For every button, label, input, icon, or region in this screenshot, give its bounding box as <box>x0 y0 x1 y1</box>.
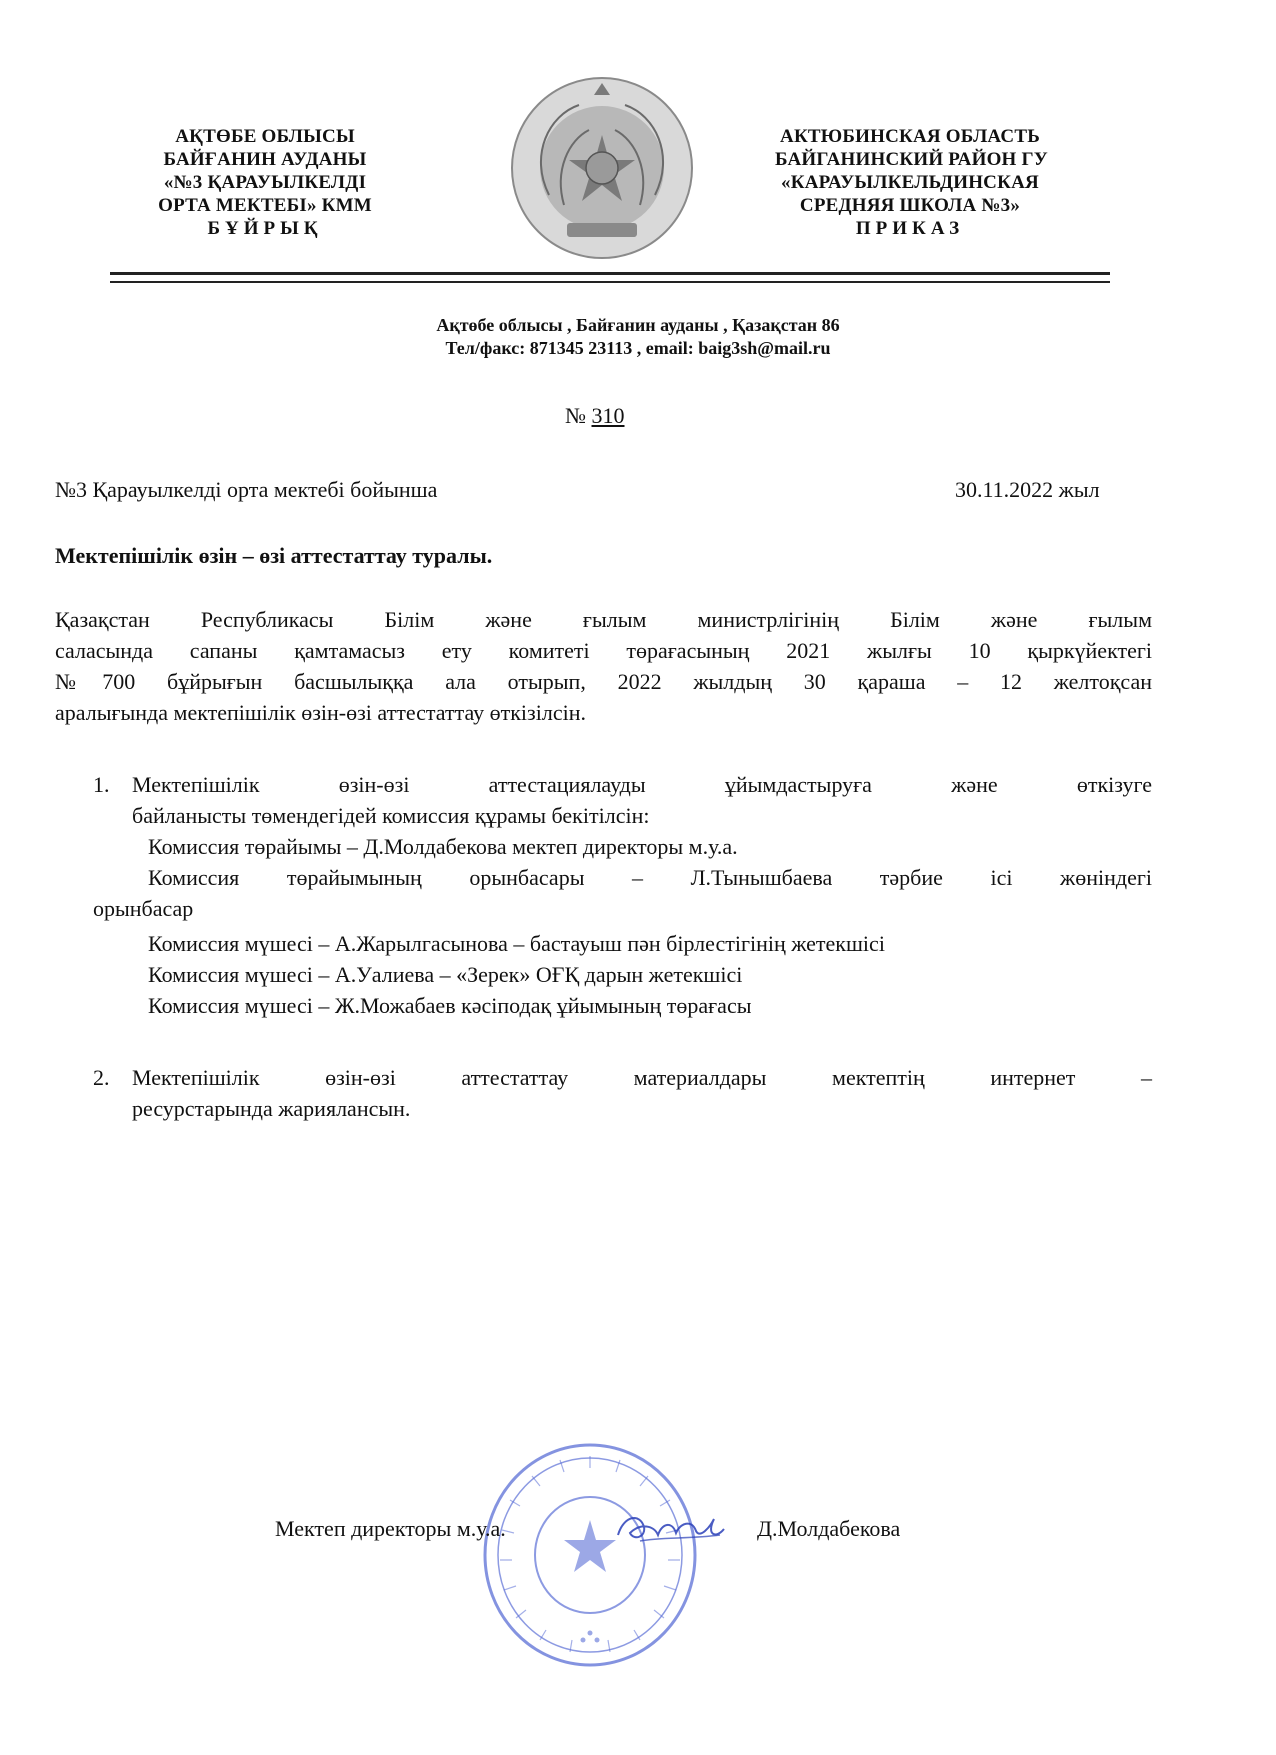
preamble-line: аралығында мектепішілік өзін-өзі аттестаттау өткізілсін. <box>55 700 586 725</box>
header-address: Ақтөбе облысы , Байғанин ауданы , Қазақстан 86 <box>436 315 840 335</box>
school-seal-icon <box>480 1440 700 1670</box>
header-left-title: БҰЙРЫҚ <box>207 218 323 239</box>
member-line: Комиссия мүшесі – Ж.Можабаев кәсіподақ ұйымының төрағасы <box>148 993 752 1018</box>
header-left-line: БАЙҒАНИН АУДАНЫ <box>163 149 367 170</box>
signature-name: Д.Молдабекова <box>757 1516 901 1541</box>
header-left-line: АҚТӨБЕ ОБЛЫСЫ <box>175 126 355 147</box>
member-line: Комиссия мүшесі – А.Уалиева – «Зерек» ОҒҚ дарын жетекшісі <box>148 962 743 987</box>
member-line-text: Комиссия төрайымының орынбасары – Л.Тынышбаева тәрбие ісі жөніндегі <box>148 865 1152 890</box>
item-2-text <box>132 1062 1152 1124</box>
header-left-line: ОРТА МЕКТЕБІ» КММ <box>158 195 372 216</box>
order-school: №3 Қарауылкелді орта мектебі бойынша <box>55 477 438 502</box>
header-right-line: СРЕДНЯЯ ШКОЛА №3» <box>799 195 1021 216</box>
item-line: Мектепішілік өзін-өзі аттестациялауды ұйымдастыруға және өткізуге <box>132 772 1152 797</box>
state-emblem-icon <box>509 75 695 261</box>
header-left-kz <box>150 125 380 240</box>
header-right-line: БАЙГАНИНСКИЙ РАЙОН ГУ <box>775 149 1048 170</box>
member-line: орынбасар <box>93 896 194 921</box>
item-number: 2. <box>93 1065 110 1090</box>
preamble-paragraph <box>55 604 1152 728</box>
header-left-line: «№3 ҚАРАУЫЛКЕЛДІ <box>163 172 367 193</box>
item-line: ресурстарында жариялансын. <box>132 1096 411 1121</box>
order-number-prefix: № <box>565 403 586 428</box>
preamble-line: саласында сапаны қамтамасыз ету комитеті төрағасының 2021 жылғы 10 қыркүйектегі <box>55 638 1152 663</box>
item-number: 1. <box>93 772 110 797</box>
item-1-text <box>132 769 1152 831</box>
header-right-title: ПРИКАЗ <box>855 218 965 239</box>
header-divider-thin <box>110 281 1110 283</box>
member-line: Комиссия мүшесі – А.Жарылгасынова – бастауыш пән бірлестігінің жетекшісі <box>148 931 885 956</box>
signature-icon <box>610 1505 730 1550</box>
header-right-line: АКТЮБИНСКАЯ ОБЛАСТЬ <box>780 126 1040 147</box>
order-number-value: 310 <box>591 403 625 428</box>
member-line: Комиссия төрайымы – Д.Молдабекова мектеп директоры м.у.а. <box>148 834 738 859</box>
member-line <box>148 862 1152 893</box>
header-right-ru <box>775 125 1048 240</box>
item-line: байланысты төмендегідей комиссия құрамы бекітілсін: <box>132 803 650 828</box>
header-contacts: Тел/факс: 871345 23113 , email: baig3sh@mail.ru <box>445 338 831 358</box>
order-number <box>565 403 625 429</box>
header-divider-thick <box>110 272 1110 275</box>
item-line: Мектепішілік өзін-өзі аттестаттау материалдары мектептің интернет – <box>132 1065 1152 1090</box>
order-date: 30.11.2022 жыл <box>955 477 1100 502</box>
order-subject: Мектепішілік өзін – өзі аттестаттау туралы. <box>55 543 493 568</box>
header-right-line: «КАРАУЫЛКЕЛЬДИНСКАЯ <box>781 172 1039 193</box>
preamble-line: №700 бұйрығын басшылыққа ала отырып, 2022 жылдың 30 қараша – 12 желтоқсан <box>55 669 1152 694</box>
preamble-line: Қазақстан Республикасы Білім және ғылым министрлігінің Білім және ғылым <box>55 607 1152 632</box>
signature-position: Мектеп директоры м.у.а. <box>275 1516 506 1541</box>
